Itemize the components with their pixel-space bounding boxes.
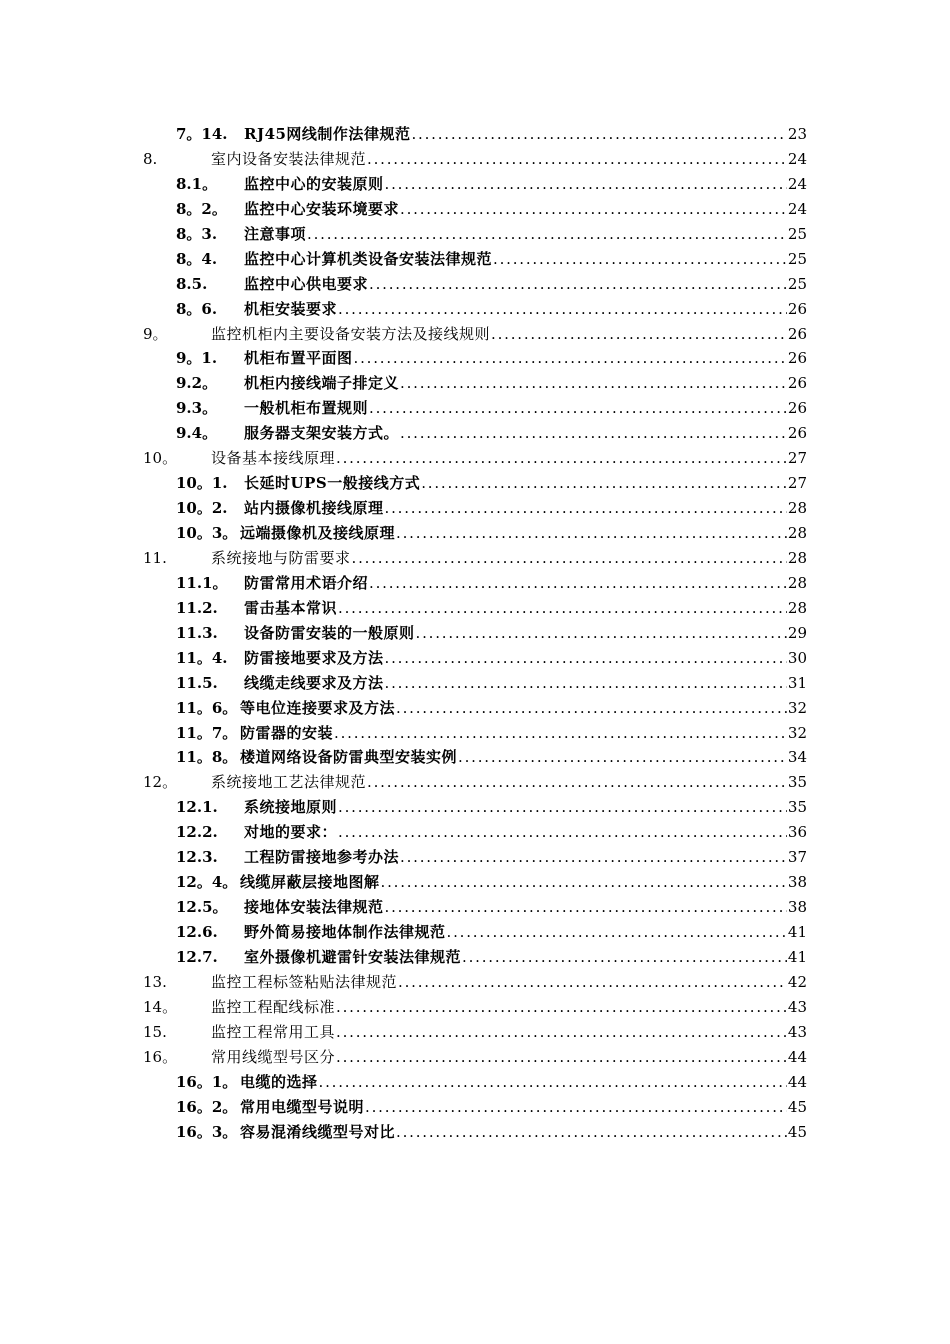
dot-leader	[367, 147, 787, 172]
toc-entry-number: 10。3。	[176, 524, 238, 542]
toc-entry-line	[211, 1045, 807, 1070]
toc-entry-number: 11。7。	[176, 723, 238, 742]
dot-leader	[385, 895, 787, 920]
toc-entry-title: 监控中心供电要求	[244, 274, 369, 293]
toc-entry-number: 9.2。	[176, 374, 218, 393]
toc-entry-title: 线缆走线要求及方法	[244, 673, 384, 692]
toc-entry[interactable]	[0, 696, 950, 721]
toc-entry-title: 容易混淆线缆型号对比	[240, 1122, 396, 1141]
toc-entry-line	[244, 845, 807, 870]
toc-entry-title: RJ45网线制作法律规范	[244, 125, 411, 143]
toc-entry-page-number: 29	[787, 623, 807, 642]
toc-entry-number: 8。6.	[176, 299, 218, 318]
toc-entry[interactable]	[0, 446, 950, 471]
toc-entry-page-number: 28	[787, 548, 807, 567]
dot-leader	[367, 770, 787, 795]
toc-entry-line	[211, 970, 807, 995]
toc-entry-title: 楼道网络设备防雷典型安装实例	[240, 748, 458, 767]
toc-entry-line	[211, 147, 807, 172]
toc-entry-line	[244, 571, 807, 596]
dot-leader	[365, 1095, 787, 1120]
toc-entry-page-number: 32	[787, 723, 807, 742]
toc-entry-page-number: 25	[787, 274, 807, 293]
toc-entry-line	[244, 895, 807, 920]
toc-entry-number: 12.3.	[176, 848, 218, 867]
toc-entry[interactable]	[0, 721, 950, 746]
dot-leader	[396, 521, 787, 546]
toc-entry[interactable]	[0, 471, 950, 496]
toc-entry[interactable]	[0, 222, 950, 247]
toc-entry-line	[244, 222, 807, 247]
toc-entry-title: 接地体安装法律规范	[244, 898, 384, 917]
toc-entry-page-number: 26	[787, 374, 807, 393]
toc-entry-line	[244, 247, 807, 272]
toc-entry-line	[240, 1070, 807, 1095]
toc-entry-title: 电缆的选择	[240, 1072, 318, 1091]
toc-entry[interactable]	[0, 995, 950, 1020]
toc-entry-title: 远端摄像机及接线原理	[240, 524, 396, 542]
toc-entry[interactable]	[0, 122, 950, 147]
toc-entry-line	[244, 621, 807, 646]
toc-entry-number: 11.3.	[176, 623, 218, 642]
toc-entry-page-number: 45	[787, 1097, 807, 1116]
toc-entry-number: 11。8。	[176, 748, 238, 767]
toc-entry-number: 7。14.	[176, 125, 228, 143]
toc-entry[interactable]	[0, 1095, 950, 1120]
dot-leader	[400, 197, 787, 222]
toc-entry-line	[244, 297, 807, 322]
toc-entry-line	[244, 346, 807, 371]
dot-leader	[462, 945, 787, 970]
toc-entry-number: 12.1.	[176, 798, 218, 817]
toc-entry-line	[240, 721, 807, 746]
toc-entry-title: 系统接地工艺法律规范	[211, 773, 367, 792]
dot-leader	[400, 845, 787, 870]
toc-entry-line	[240, 745, 807, 770]
toc-entry-page-number: 41	[787, 947, 807, 966]
toc-entry-title: 机柜内接线端子排定义	[244, 374, 400, 393]
dot-leader	[338, 820, 787, 845]
toc-entry[interactable]	[0, 596, 950, 621]
toc-entry[interactable]	[0, 920, 950, 945]
toc-entry-number: 10。2.	[176, 499, 228, 518]
toc-entry-title: 服务器支架安装方式。	[244, 424, 400, 443]
toc-entry-number: 11。4.	[176, 648, 228, 667]
toc-entry-title: 系统接地原则	[244, 798, 338, 817]
toc-entry[interactable]	[0, 172, 950, 197]
toc-entry-title: 室内设备安装法律规范	[211, 149, 367, 168]
toc-entry-line	[244, 820, 807, 845]
toc-entry-title: 雷击基本常识	[244, 598, 338, 617]
toc-entry-title: 监控工程标签粘贴法律规范	[211, 972, 398, 991]
toc-entry-page-number: 26	[787, 424, 807, 443]
toc-entry[interactable]	[0, 745, 950, 770]
toc-entry-line	[244, 671, 807, 696]
toc-entry-page-number: 28	[787, 573, 807, 592]
dot-leader	[385, 496, 787, 521]
toc-entry[interactable]	[0, 945, 950, 970]
toc-entry-line	[244, 272, 807, 297]
toc-entry-number: 12。4。	[176, 873, 238, 892]
dot-leader	[336, 446, 787, 471]
toc-entry-line	[244, 795, 807, 820]
toc-entry[interactable]	[0, 770, 950, 795]
toc-entry-page-number: 25	[787, 249, 807, 268]
dot-leader	[336, 1020, 787, 1045]
toc-entry-number: 8.	[143, 149, 158, 168]
toc-entry-number: 16。3。	[176, 1122, 238, 1141]
toc-entry-number: 16。	[143, 1047, 178, 1066]
toc-entry-page-number: 28	[787, 524, 807, 542]
toc-entry-page-number: 26	[787, 324, 807, 343]
dot-leader	[421, 471, 787, 496]
toc-entry[interactable]	[0, 1045, 950, 1070]
toc-entry-title: 设备防雷安装的一般原则	[244, 623, 415, 642]
toc-entry-title: 监控机柜内主要设备安装方法及接线规则	[211, 324, 491, 343]
toc-entry-page-number: 42	[787, 972, 807, 991]
toc-entry[interactable]	[0, 1020, 950, 1045]
dot-leader	[381, 870, 787, 895]
toc-entry-line	[244, 172, 807, 197]
toc-entry[interactable]	[0, 421, 950, 446]
toc-entry-number: 8。3.	[176, 224, 218, 243]
dot-leader	[338, 795, 787, 820]
toc-entry[interactable]	[0, 895, 950, 920]
toc-entry[interactable]	[0, 496, 950, 521]
dot-leader	[400, 371, 787, 396]
toc-entry[interactable]	[0, 521, 950, 546]
toc-entry-title: 等电位连接要求及方法	[240, 698, 396, 717]
toc-entry-page-number: 34	[787, 748, 807, 767]
dot-leader	[354, 346, 787, 371]
toc-entry-page-number: 24	[787, 199, 807, 218]
toc-entry-line	[244, 197, 807, 222]
toc-entry-number: 12。	[143, 773, 178, 792]
dot-leader	[493, 247, 787, 272]
toc-entry[interactable]	[0, 297, 950, 322]
dot-leader	[400, 421, 787, 446]
toc-entry-number: 16。1。	[176, 1072, 238, 1091]
toc-entry-line	[211, 446, 807, 471]
toc-entry-page-number: 26	[787, 399, 807, 418]
toc-entry-page-number: 28	[787, 499, 807, 518]
toc-entry-page-number: 26	[787, 349, 807, 368]
toc-entry-line	[240, 1120, 807, 1145]
toc-entry-line	[211, 770, 807, 795]
toc-entry-number: 16。2。	[176, 1097, 238, 1116]
dot-leader	[396, 1120, 787, 1145]
toc-entry[interactable]	[0, 845, 950, 870]
toc-entry-line	[211, 546, 807, 571]
toc-entry-line	[244, 371, 807, 396]
toc-entry-number: 9。	[143, 324, 168, 343]
toc-entry-number: 12.7.	[176, 947, 218, 966]
toc-entry-number: 8.5.	[176, 274, 208, 293]
toc-entry-number: 12.2.	[176, 823, 218, 842]
dot-leader	[385, 671, 787, 696]
toc-entry-line	[244, 396, 807, 421]
toc-entry-line	[244, 646, 807, 671]
toc-entry-line	[240, 696, 807, 721]
toc-entry-page-number: 38	[787, 873, 807, 892]
toc-entry-title: 一般机柜布置规则	[244, 399, 369, 418]
dot-leader	[319, 1070, 787, 1095]
toc-entry-page-number: 32	[787, 698, 807, 717]
toc-entry[interactable]	[0, 1070, 950, 1095]
toc-entry[interactable]	[0, 571, 950, 596]
toc-entry-number: 14。	[143, 997, 178, 1016]
toc-entry-number: 15.	[143, 1022, 167, 1041]
dot-leader	[336, 1045, 787, 1070]
dot-leader	[352, 546, 787, 571]
toc-entry-title: 机柜安装要求	[244, 299, 338, 318]
dot-leader	[369, 396, 787, 421]
toc-entry-number: 8。2。	[176, 199, 227, 218]
toc-entry-title: 监控中心的安装原则	[244, 174, 384, 193]
toc-entry-line	[211, 1020, 807, 1045]
toc-entry-number: 9.4。	[176, 424, 218, 443]
toc-entry-number: 9.3。	[176, 399, 218, 418]
toc-entry-title: 对地的要求：	[244, 823, 338, 842]
toc-entry[interactable]	[0, 646, 950, 671]
toc-entry-number: 10。	[143, 449, 178, 468]
dot-leader	[336, 995, 787, 1020]
toc-entry-number: 12.6.	[176, 923, 218, 941]
toc-entry-number: 11.5.	[176, 673, 218, 692]
toc-entry-page-number: 27	[787, 449, 807, 468]
toc-entry-number: 11。6。	[176, 698, 238, 717]
toc-entry-title: 系统接地与防雷要求	[211, 548, 351, 567]
dot-leader	[396, 696, 787, 721]
toc-entry[interactable]	[0, 546, 950, 571]
toc-entry-title: 室外摄像机避雷针安装法律规范	[244, 947, 462, 966]
toc-entry-title: 常用线缆型号区分	[211, 1047, 336, 1066]
toc-entry-title: 线缆屏蔽层接地图解	[240, 873, 380, 892]
toc-entry[interactable]	[0, 371, 950, 396]
toc-entry-number: 11.1。	[176, 573, 228, 592]
toc-entry[interactable]	[0, 870, 950, 895]
toc-entry[interactable]	[0, 272, 950, 297]
toc-entry-page-number: 44	[787, 1072, 807, 1091]
toc-entry-page-number: 44	[787, 1047, 807, 1066]
dot-leader	[411, 122, 786, 147]
toc-entry-page-number: 31	[787, 673, 807, 692]
dot-leader	[338, 596, 787, 621]
toc-entry-number: 12.5。	[176, 898, 228, 917]
toc-entry-title: 工程防雷接地参考办法	[244, 848, 400, 867]
toc-entry-line	[244, 496, 807, 521]
toc-entry[interactable]	[0, 197, 950, 222]
toc-entry-page-number: 35	[787, 798, 807, 817]
toc-entry-number: 8.1。	[176, 174, 218, 193]
dot-leader	[385, 646, 787, 671]
toc-entry-title: 防雷器的安装	[240, 723, 334, 742]
toc-entry-number: 13.	[143, 972, 167, 991]
toc-entry-line	[244, 421, 807, 446]
toc-entry-page-number: 30	[787, 648, 807, 667]
toc-entry[interactable]	[0, 820, 950, 845]
toc-entry-page-number: 36	[787, 823, 807, 842]
toc-entry-page-number: 35	[787, 773, 807, 792]
dot-leader	[369, 571, 787, 596]
toc-entry-title: 监控中心安装环境要求	[244, 199, 400, 218]
toc-entry-number: 8。4.	[176, 249, 218, 268]
table-of-contents	[0, 122, 950, 1144]
toc-entry-page-number: 37	[787, 848, 807, 867]
toc-entry-title: 注意事项	[244, 224, 307, 243]
toc-entry[interactable]	[0, 970, 950, 995]
toc-entry-title: 防雷接地要求及方法	[244, 648, 384, 667]
toc-entry-page-number: 24	[787, 174, 807, 193]
toc-entry-page-number: 41	[787, 923, 807, 941]
toc-entry-number: 9。1.	[176, 349, 218, 368]
toc-entry-page-number: 28	[787, 598, 807, 617]
toc-entry-line	[211, 322, 807, 347]
toc-entry-line	[244, 945, 807, 970]
toc-entry-title: 防雷常用术语介绍	[244, 573, 369, 592]
toc-entry-title: 监控工程配线标准	[211, 997, 336, 1016]
toc-entry-page-number: 43	[787, 997, 807, 1016]
toc-entry-page-number: 43	[787, 1022, 807, 1041]
toc-entry[interactable]	[0, 322, 950, 347]
toc-entry-page-number: 38	[787, 898, 807, 917]
toc-entry-page-number: 45	[787, 1122, 807, 1141]
toc-entry-title: 野外简易接地体制作法律规范	[244, 923, 446, 941]
dot-leader	[307, 222, 787, 247]
toc-entry-number: 11.	[143, 548, 167, 567]
dot-leader	[369, 272, 787, 297]
toc-entry-page-number: 26	[787, 299, 807, 318]
dot-leader	[334, 721, 787, 746]
toc-entry[interactable]	[0, 621, 950, 646]
toc-entry-line	[244, 471, 807, 496]
toc-entry-title: 长延时UPS一般接线方式	[244, 474, 421, 493]
toc-entry-line	[240, 870, 807, 895]
toc-entry[interactable]	[0, 671, 950, 696]
toc-entry-page-number: 25	[787, 224, 807, 243]
toc-entry-line	[240, 521, 807, 546]
toc-entry-line	[244, 596, 807, 621]
toc-entry-title: 设备基本接线原理	[211, 449, 336, 468]
toc-entry[interactable]	[0, 1120, 950, 1145]
toc-entry-page-number: 27	[787, 474, 807, 493]
dot-leader	[385, 172, 787, 197]
dot-leader	[398, 970, 787, 995]
toc-entry-number: 11.2.	[176, 598, 218, 617]
toc-entry-line	[211, 995, 807, 1020]
toc-entry[interactable]	[0, 346, 950, 371]
toc-entry-title: 站内摄像机接线原理	[244, 499, 384, 518]
toc-entry-line	[244, 920, 807, 945]
dot-leader	[458, 745, 787, 770]
toc-entry-title: 常用电缆型号说明	[240, 1097, 365, 1116]
toc-entry-line	[244, 122, 807, 147]
toc-entry-line	[240, 1095, 807, 1120]
toc-entry[interactable]	[0, 247, 950, 272]
toc-entry[interactable]	[0, 795, 950, 820]
dot-leader	[338, 297, 787, 322]
dot-leader	[416, 621, 787, 646]
toc-entry-page-number: 24	[787, 149, 807, 168]
toc-entry-number: 10。1.	[176, 474, 228, 493]
dot-leader	[491, 322, 787, 347]
toc-entry-title: 监控中心计算机类设备安装法律规范	[244, 249, 493, 268]
toc-entry-page-number: 23	[787, 125, 807, 143]
toc-entry-title: 机柜布置平面图	[244, 349, 353, 368]
toc-entry[interactable]	[0, 396, 950, 421]
toc-entry[interactable]	[0, 147, 950, 172]
toc-entry-title: 监控工程常用工具	[211, 1022, 336, 1041]
dot-leader	[447, 920, 787, 945]
